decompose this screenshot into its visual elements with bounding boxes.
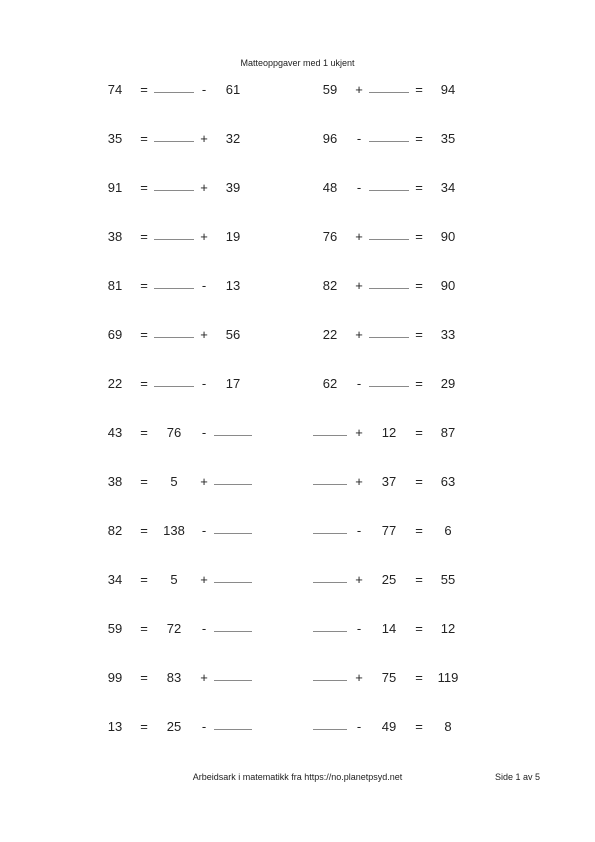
equation-row <box>98 421 298 445</box>
equation-row <box>313 176 513 200</box>
equation-row <box>98 470 298 494</box>
answer-blank[interactable] <box>313 422 347 436</box>
operator: = <box>140 278 148 293</box>
equation-row <box>98 715 298 739</box>
number: 82 <box>322 278 338 293</box>
answer-blank[interactable] <box>369 128 409 142</box>
equation-row <box>313 666 513 690</box>
number: 5 <box>170 474 178 489</box>
number: 87 <box>440 425 456 440</box>
operator: = <box>140 131 148 146</box>
operator: - <box>356 180 362 195</box>
operator: + <box>355 82 363 97</box>
number: 96 <box>322 131 338 146</box>
equation-row <box>98 78 298 102</box>
answer-blank[interactable] <box>214 569 252 583</box>
number: 119 <box>437 670 459 685</box>
number: 5 <box>170 572 178 587</box>
operator: + <box>355 670 363 685</box>
operator: - <box>201 719 207 734</box>
number: 39 <box>225 180 241 195</box>
operator: - <box>356 523 362 538</box>
number: 59 <box>107 621 123 636</box>
operator: = <box>415 719 423 734</box>
number: 37 <box>381 474 397 489</box>
operator: + <box>200 670 208 685</box>
equation-row <box>98 568 298 592</box>
number: 83 <box>166 670 182 685</box>
page-title: Matteoppgaver med 1 ukjent <box>240 58 355 68</box>
number: 63 <box>440 474 456 489</box>
operator: = <box>415 523 423 538</box>
operator: = <box>140 376 148 391</box>
operator: = <box>140 180 148 195</box>
equation-row <box>313 568 513 592</box>
operator: = <box>415 621 423 636</box>
operator: = <box>140 572 148 587</box>
number: 13 <box>107 719 123 734</box>
operator: + <box>200 180 208 195</box>
number: 35 <box>440 131 456 146</box>
operator: + <box>355 572 363 587</box>
equation-row <box>313 127 513 151</box>
answer-blank[interactable] <box>214 667 252 681</box>
equation-row <box>313 470 513 494</box>
operator: - <box>201 376 207 391</box>
number: 62 <box>322 376 338 391</box>
number: 61 <box>225 82 241 97</box>
equation-row <box>98 519 298 543</box>
operator: + <box>200 572 208 587</box>
answer-blank[interactable] <box>214 520 252 534</box>
operator: = <box>140 327 148 342</box>
number: 38 <box>107 229 123 244</box>
number: 72 <box>166 621 182 636</box>
number: 77 <box>381 523 397 538</box>
operator: - <box>356 376 362 391</box>
operator: + <box>200 229 208 244</box>
number: 25 <box>381 572 397 587</box>
number: 56 <box>225 327 241 342</box>
operator: + <box>355 278 363 293</box>
operator: = <box>140 523 148 538</box>
number: 82 <box>107 523 123 538</box>
answer-blank[interactable] <box>369 177 409 191</box>
number: 90 <box>440 278 456 293</box>
number: 49 <box>381 719 397 734</box>
operator: = <box>415 131 423 146</box>
number: 138 <box>163 523 185 538</box>
answer-blank[interactable] <box>154 324 194 338</box>
answer-blank[interactable] <box>369 373 409 387</box>
answer-blank[interactable] <box>154 128 194 142</box>
answer-blank[interactable] <box>313 716 347 730</box>
number: 19 <box>225 229 241 244</box>
equation-row <box>313 323 513 347</box>
equation-row <box>98 372 298 396</box>
equation-row <box>98 127 298 151</box>
answer-blank[interactable] <box>313 569 347 583</box>
answer-blank[interactable] <box>369 275 409 289</box>
operator: - <box>356 131 362 146</box>
operator: = <box>415 425 423 440</box>
answer-blank[interactable] <box>313 618 347 632</box>
operator: - <box>201 82 207 97</box>
answer-blank[interactable] <box>154 275 194 289</box>
answer-blank[interactable] <box>214 618 252 632</box>
answer-blank[interactable] <box>369 324 409 338</box>
number: 43 <box>107 425 123 440</box>
number: 33 <box>440 327 456 342</box>
answer-blank[interactable] <box>214 471 252 485</box>
answer-blank[interactable] <box>154 177 194 191</box>
answer-blank[interactable] <box>154 226 194 240</box>
operator: = <box>140 229 148 244</box>
number: 75 <box>381 670 397 685</box>
equation-row <box>98 617 298 641</box>
operator: = <box>140 621 148 636</box>
operator: = <box>415 327 423 342</box>
number: 90 <box>440 229 456 244</box>
number: 32 <box>225 131 241 146</box>
number: 69 <box>107 327 123 342</box>
operator: = <box>415 376 423 391</box>
number: 76 <box>166 425 182 440</box>
number: 12 <box>440 621 456 636</box>
number: 55 <box>440 572 456 587</box>
number: 25 <box>166 719 182 734</box>
answer-blank[interactable] <box>154 373 194 387</box>
answer-blank[interactable] <box>214 422 252 436</box>
number: 99 <box>107 670 123 685</box>
operator: + <box>200 474 208 489</box>
operator: - <box>201 425 207 440</box>
number: 91 <box>107 180 123 195</box>
equation-row <box>313 617 513 641</box>
equation-row <box>313 274 513 298</box>
operator: + <box>200 131 208 146</box>
number: 8 <box>444 719 452 734</box>
number: 22 <box>322 327 338 342</box>
equation-row <box>313 519 513 543</box>
operator: = <box>415 572 423 587</box>
operator: + <box>355 425 363 440</box>
number: 94 <box>440 82 456 97</box>
number: 17 <box>225 376 241 391</box>
operator: - <box>356 719 362 734</box>
number: 34 <box>107 572 123 587</box>
operator: = <box>415 180 423 195</box>
footer-page-number: Side 1 av 5 <box>494 772 540 782</box>
answer-blank[interactable] <box>313 471 347 485</box>
equation-row <box>313 372 513 396</box>
number: 6 <box>444 523 452 538</box>
answer-blank[interactable] <box>369 79 409 93</box>
number: 48 <box>322 180 338 195</box>
operator: - <box>201 523 207 538</box>
number: 29 <box>440 376 456 391</box>
operator: = <box>415 82 423 97</box>
number: 34 <box>440 180 456 195</box>
operator: = <box>415 278 423 293</box>
number: 38 <box>107 474 123 489</box>
operator: = <box>140 82 148 97</box>
equation-row <box>313 78 513 102</box>
operator: + <box>200 327 208 342</box>
operator: = <box>140 670 148 685</box>
number: 81 <box>107 278 123 293</box>
equation-row <box>98 176 298 200</box>
operator: + <box>355 474 363 489</box>
equation-row <box>313 225 513 249</box>
operator: = <box>140 474 148 489</box>
equation-row <box>313 715 513 739</box>
number: 14 <box>381 621 397 636</box>
operator: + <box>355 327 363 342</box>
equation-row <box>313 421 513 445</box>
equation-row <box>98 274 298 298</box>
operator: - <box>201 621 207 636</box>
operator: = <box>415 474 423 489</box>
number: 35 <box>107 131 123 146</box>
equation-row <box>98 666 298 690</box>
operator: - <box>201 278 207 293</box>
number: 76 <box>322 229 338 244</box>
number: 22 <box>107 376 123 391</box>
operator: = <box>140 425 148 440</box>
equation-row <box>98 323 298 347</box>
answer-blank[interactable] <box>214 716 252 730</box>
answer-blank[interactable] <box>313 667 347 681</box>
operator: - <box>356 621 362 636</box>
operator: + <box>355 229 363 244</box>
operator: = <box>140 719 148 734</box>
number: 74 <box>107 82 123 97</box>
number: 12 <box>381 425 397 440</box>
answer-blank[interactable] <box>369 226 409 240</box>
operator: = <box>415 670 423 685</box>
answer-blank[interactable] <box>313 520 347 534</box>
operator: = <box>415 229 423 244</box>
footer-source: Arbeidsark i matematikk fra https://no.planetpsyd.net <box>192 772 403 782</box>
number: 13 <box>225 278 241 293</box>
number: 59 <box>322 82 338 97</box>
answer-blank[interactable] <box>154 79 194 93</box>
equation-row <box>98 225 298 249</box>
